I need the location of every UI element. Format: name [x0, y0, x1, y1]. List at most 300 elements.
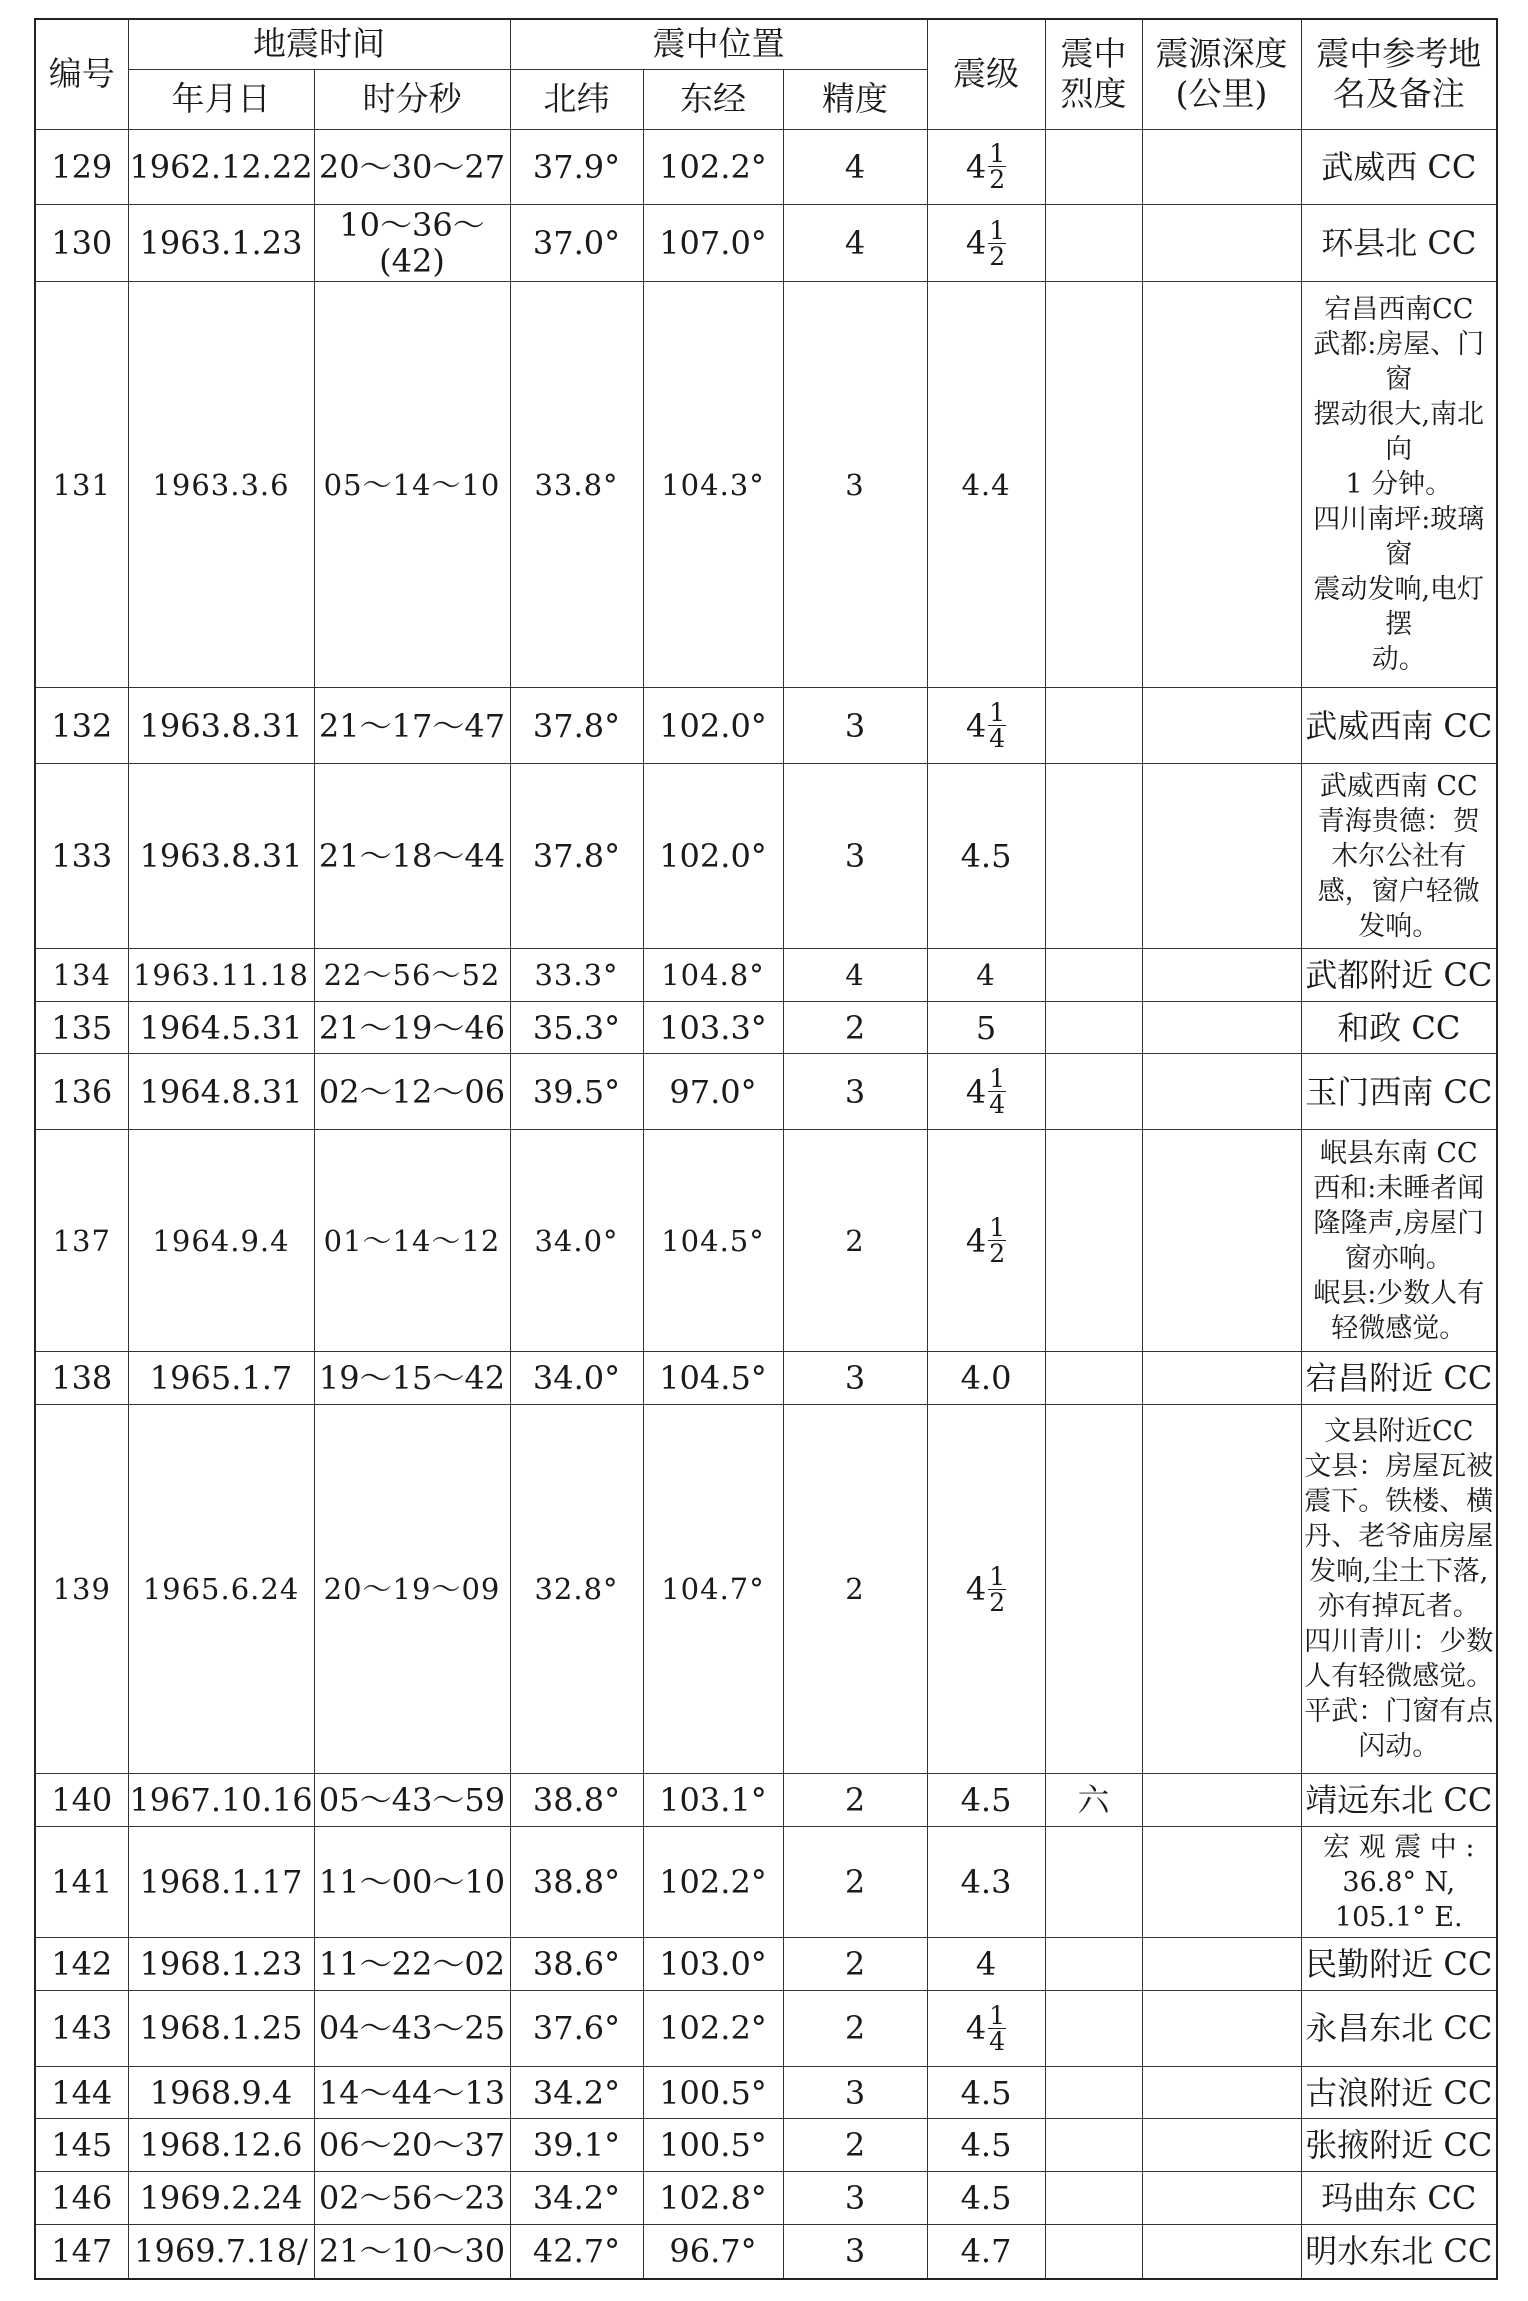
cell-depth	[1142, 2224, 1301, 2279]
cell-notes	[1301, 205, 1497, 282]
cell-lat: 37.9°	[510, 129, 643, 205]
cell-magnitude: 4.4	[927, 282, 1045, 688]
note-line: 武都:房屋、门窗	[1313, 329, 1485, 396]
note-line: 武威西南 CC	[1305, 706, 1493, 745]
fraction	[988, 1213, 1006, 1269]
cell-precision: 3	[783, 282, 927, 688]
cell-lat: 37.0°	[510, 205, 643, 282]
cell-magnitude	[927, 1991, 1045, 2067]
note-line: 105.1° E.	[1334, 1901, 1463, 1933]
cell-precision: 3	[783, 2224, 927, 2279]
cell-notes	[1301, 1054, 1497, 1130]
cell-lat: 33.3°	[510, 949, 643, 1002]
cell-lat: 34.0°	[510, 1352, 643, 1405]
cell-date: 1963.1.23	[128, 205, 314, 282]
cell-depth	[1142, 949, 1301, 1002]
cell-intensity	[1045, 1826, 1142, 1938]
cell-lon: 97.0°	[643, 1054, 783, 1130]
note-line: 玉门西南 CC	[1305, 1072, 1493, 1111]
cell-precision: 2	[783, 1130, 927, 1352]
cell-intensity	[1045, 764, 1142, 949]
cell-lon: 104.5°	[643, 1130, 783, 1352]
note-line: 震动发响,电灯摆	[1313, 574, 1485, 641]
cell-no: 141	[35, 1826, 128, 1938]
cell-lon: 102.2°	[643, 1826, 783, 1938]
cell-intensity: 六	[1045, 1774, 1142, 1827]
note-line: 永昌东北 CC	[1305, 2009, 1493, 2048]
table-body	[35, 129, 1497, 2279]
cell-date: 1968.9.4	[128, 2066, 314, 2119]
table-header	[35, 19, 1497, 129]
cell-hms: 21～19～46	[314, 1001, 510, 1054]
note-line: 宏 观 震 中 :	[1323, 1831, 1475, 1863]
fraction-denominator: 4	[989, 1090, 1006, 1120]
cell-intensity	[1045, 129, 1142, 205]
cell-date: 1969.2.24	[128, 2172, 314, 2225]
magnitude-fraction	[965, 1064, 1006, 1120]
table-row	[35, 1938, 1497, 1991]
cell-precision: 2	[783, 2119, 927, 2172]
fraction-denominator: 2	[989, 165, 1006, 195]
cell-lon: 103.0°	[643, 1938, 783, 1991]
cell-no: 138	[35, 1352, 128, 1405]
cell-notes	[1301, 949, 1497, 1002]
cell-lon: 104.7°	[643, 1404, 783, 1773]
cell-hms: 06～20～37	[314, 2119, 510, 2172]
cell-no: 147	[35, 2224, 128, 2279]
cell-intensity	[1045, 1404, 1142, 1773]
header-lon: 东经	[643, 69, 783, 129]
cell-magnitude: 4.0	[927, 1352, 1045, 1405]
cell-no: 130	[35, 205, 128, 282]
cell-hms: 20～19～09	[314, 1404, 510, 1773]
note-line: 宕昌西南CC	[1324, 294, 1474, 326]
cell-precision: 2	[783, 1001, 927, 1054]
cell-lon: 102.8°	[643, 2172, 783, 2225]
cell-magnitude: 4.5	[927, 2066, 1045, 2119]
cell-intensity	[1045, 1001, 1142, 1054]
cell-intensity	[1045, 1130, 1142, 1352]
header-intensity: 震中烈度	[1045, 19, 1142, 129]
cell-lat: 37.6°	[510, 1991, 643, 2067]
cell-no: 139	[35, 1404, 128, 1773]
cell-lat: 38.8°	[510, 1826, 643, 1938]
table-row	[35, 282, 1497, 688]
cell-no: 145	[35, 2119, 128, 2172]
fraction	[988, 139, 1006, 195]
cell-depth	[1142, 205, 1301, 282]
cell-intensity	[1045, 205, 1142, 282]
note-line: 摆动很大,南北向	[1313, 399, 1485, 466]
header-magnitude: 震级	[927, 19, 1045, 129]
cell-date: 1964.8.31	[128, 1054, 314, 1130]
cell-depth	[1142, 1054, 1301, 1130]
fraction	[988, 1561, 1006, 1617]
note-line: 张掖附近 CC	[1305, 2126, 1493, 2165]
cell-date: 1969.7.18/	[128, 2224, 314, 2279]
fraction-numerator: 1	[989, 215, 1006, 245]
fraction	[988, 698, 1006, 754]
note-line: 人有轻微感觉。	[1304, 1661, 1494, 1693]
cell-no: 140	[35, 1774, 128, 1827]
cell-precision: 2	[783, 1826, 927, 1938]
cell-depth	[1142, 1404, 1301, 1773]
cell-depth	[1142, 1001, 1301, 1054]
cell-magnitude: 4.3	[927, 1826, 1045, 1938]
cell-date: 1964.9.4	[128, 1130, 314, 1352]
cell-lat: 33.8°	[510, 282, 643, 688]
cell-hms: 20～30～27	[314, 129, 510, 205]
cell-intensity	[1045, 688, 1142, 764]
cell-no: 137	[35, 1130, 128, 1352]
note-line: 和政 CC	[1337, 1008, 1461, 1047]
cell-no: 134	[35, 949, 128, 1002]
cell-intensity	[1045, 2119, 1142, 2172]
note-line: 文县附近CC	[1324, 1416, 1474, 1448]
table-row	[35, 129, 1497, 205]
note-line: 武威西 CC	[1321, 147, 1477, 186]
magnitude-whole: 4	[965, 1570, 987, 1609]
note-line: 四川青川：少数	[1304, 1626, 1494, 1658]
table-row	[35, 205, 1497, 282]
cell-no: 142	[35, 1938, 128, 1991]
cell-hms: 21～10～30	[314, 2224, 510, 2279]
note-line: 古浪附近 CC	[1305, 2073, 1493, 2112]
cell-hms: 21～17～47	[314, 688, 510, 764]
cell-lat: 39.1°	[510, 2119, 643, 2172]
header-time-group: 地震时间	[128, 19, 510, 69]
cell-depth	[1142, 129, 1301, 205]
header-depth: 震源深度(公里)	[1142, 19, 1301, 129]
cell-precision: 2	[783, 1938, 927, 1991]
cell-date: 1967.10.16	[128, 1774, 314, 1827]
table-row	[35, 1826, 1497, 1938]
cell-hms: 19～15～42	[314, 1352, 510, 1405]
cell-precision: 3	[783, 2066, 927, 2119]
note-line: 发响。	[1358, 910, 1440, 942]
cell-hms: 10～36～(42)	[314, 205, 510, 282]
cell-depth	[1142, 1938, 1301, 1991]
note-line: 隆隆声,房屋门	[1313, 1207, 1485, 1239]
cell-notes	[1301, 1826, 1497, 1938]
cell-lon: 102.2°	[643, 1991, 783, 2067]
note-line: 青海贵德：贺	[1317, 805, 1480, 837]
header-hms: 时分秒	[314, 69, 510, 129]
cell-depth	[1142, 1774, 1301, 1827]
cell-lon: 104.3°	[643, 282, 783, 688]
fraction-numerator: 1	[989, 2000, 1006, 2030]
header-notes: 震中参考地名及备注	[1301, 19, 1497, 129]
table-row	[35, 2119, 1497, 2172]
cell-date: 1968.12.6	[128, 2119, 314, 2172]
cell-date: 1965.1.7	[128, 1352, 314, 1405]
table-row	[35, 1991, 1497, 2067]
cell-lat: 34.2°	[510, 2066, 643, 2119]
magnitude-fraction	[965, 1561, 1006, 1617]
note-line: 动。	[1371, 644, 1426, 676]
cell-depth	[1142, 1826, 1301, 1938]
cell-magnitude: 4.5	[927, 764, 1045, 949]
cell-no: 131	[35, 282, 128, 688]
cell-notes	[1301, 1404, 1497, 1773]
cell-notes	[1301, 764, 1497, 949]
cell-precision: 2	[783, 1774, 927, 1827]
cell-date: 1963.3.6	[128, 282, 314, 688]
cell-hms: 14～44～13	[314, 2066, 510, 2119]
cell-lon: 104.5°	[643, 1352, 783, 1405]
note-line: 平武：门窗有点	[1304, 1696, 1494, 1728]
cell-lat: 37.8°	[510, 764, 643, 949]
cell-lat: 38.8°	[510, 1774, 643, 1827]
fraction-denominator: 2	[989, 241, 1006, 271]
cell-notes	[1301, 2119, 1497, 2172]
fraction-denominator: 2	[989, 1239, 1006, 1269]
table-row	[35, 1130, 1497, 1352]
magnitude-fraction	[965, 698, 1006, 754]
magnitude-whole: 4	[965, 706, 987, 745]
cell-lon: 102.2°	[643, 129, 783, 205]
earthquake-catalog-table	[34, 18, 1498, 2280]
table-row	[35, 764, 1497, 949]
cell-precision: 3	[783, 764, 927, 949]
table-row	[35, 1054, 1497, 1130]
cell-date: 1968.1.17	[128, 1826, 314, 1938]
note-line: 玛曲东 CC	[1321, 2178, 1477, 2217]
cell-intensity	[1045, 2066, 1142, 2119]
cell-lon: 102.0°	[643, 764, 783, 949]
table-row	[35, 949, 1497, 1002]
cell-no: 146	[35, 2172, 128, 2225]
cell-notes	[1301, 2224, 1497, 2279]
note-line: 发响,尘土下落,	[1309, 1556, 1489, 1588]
cell-hms: 11～00～10	[314, 1826, 510, 1938]
fraction-denominator: 4	[989, 2026, 1006, 2056]
header-no: 编号	[35, 19, 128, 129]
fraction-numerator: 1	[989, 1213, 1006, 1243]
cell-no: 133	[35, 764, 128, 949]
cell-depth	[1142, 282, 1301, 688]
cell-precision: 3	[783, 688, 927, 764]
cell-precision: 4	[783, 129, 927, 205]
note-line: 岷县东南 CC	[1319, 1137, 1478, 1169]
cell-depth	[1142, 2172, 1301, 2225]
fraction-numerator: 1	[989, 1561, 1006, 1591]
cell-notes	[1301, 688, 1497, 764]
cell-precision: 4	[783, 205, 927, 282]
cell-intensity	[1045, 2224, 1142, 2279]
table-row	[35, 2224, 1497, 2279]
note-line: 震下。铁楼、横	[1304, 1486, 1494, 1518]
note-line: 宕昌附近 CC	[1305, 1359, 1493, 1398]
cell-lat: 35.3°	[510, 1001, 643, 1054]
cell-lat: 39.5°	[510, 1054, 643, 1130]
note-line: 感，窗户轻微	[1317, 875, 1480, 907]
cell-magnitude: 4.7	[927, 2224, 1045, 2279]
note-line: 亦有掉瓦者。	[1317, 1591, 1480, 1623]
magnitude-whole: 4	[965, 1072, 987, 1111]
header-precision: 精度	[783, 69, 927, 129]
cell-hms: 21～18～44	[314, 764, 510, 949]
cell-no: 143	[35, 1991, 128, 2067]
fraction	[988, 2000, 1006, 2056]
cell-intensity	[1045, 1352, 1142, 1405]
cell-date: 1962.12.22	[128, 129, 314, 205]
cell-intensity	[1045, 1938, 1142, 1991]
magnitude-whole: 4	[965, 224, 987, 263]
cell-date: 1963.11.18	[128, 949, 314, 1002]
cell-intensity	[1045, 1991, 1142, 2067]
table-row	[35, 1774, 1497, 1827]
cell-hms: 05～43～59	[314, 1774, 510, 1827]
cell-notes	[1301, 1001, 1497, 1054]
cell-magnitude: 4.5	[927, 1774, 1045, 1827]
cell-hms: 05～14～10	[314, 282, 510, 688]
cell-lat: 37.8°	[510, 688, 643, 764]
cell-hms: 02～56～23	[314, 2172, 510, 2225]
cell-lon: 102.0°	[643, 688, 783, 764]
note-line: 文县：房屋瓦被	[1304, 1451, 1494, 1483]
cell-magnitude: 4.5	[927, 2172, 1045, 2225]
note-line: 武都附近 CC	[1305, 956, 1493, 995]
cell-hms: 02～12～06	[314, 1054, 510, 1130]
cell-lon: 103.1°	[643, 1774, 783, 1827]
cell-notes	[1301, 1991, 1497, 2067]
cell-magnitude: 5	[927, 1001, 1045, 1054]
header-date: 年月日	[128, 69, 314, 129]
cell-lon: 100.5°	[643, 2066, 783, 2119]
header-location-group: 震中位置	[510, 19, 927, 69]
cell-depth	[1142, 1130, 1301, 1352]
cell-date: 1963.8.31	[128, 764, 314, 949]
magnitude-fraction	[965, 215, 1006, 271]
note-line: 西和:未睡者闻	[1313, 1172, 1485, 1204]
note-line: 岷县:少数人有	[1313, 1277, 1485, 1309]
note-line: 轻微感觉。	[1331, 1312, 1467, 1344]
cell-magnitude	[927, 688, 1045, 764]
cell-lat: 34.2°	[510, 2172, 643, 2225]
cell-precision: 4	[783, 949, 927, 1002]
cell-precision: 2	[783, 1991, 927, 2067]
note-line: 武威西南 CC	[1319, 770, 1478, 802]
table-row	[35, 1001, 1497, 1054]
magnitude-fraction	[965, 2000, 1006, 2056]
table-row	[35, 1404, 1497, 1773]
cell-notes	[1301, 1938, 1497, 1991]
table-row	[35, 2172, 1497, 2225]
cell-notes	[1301, 1352, 1497, 1405]
cell-depth	[1142, 2119, 1301, 2172]
note-line: 靖远东北 CC	[1305, 1781, 1493, 1820]
cell-lat: 38.6°	[510, 1938, 643, 1991]
fraction-numerator: 1	[989, 1064, 1006, 1094]
cell-hms: 04～43～25	[314, 1991, 510, 2067]
cell-date: 1965.6.24	[128, 1404, 314, 1773]
note-line: 木尔公社有	[1331, 840, 1467, 872]
note-line: 环县北 CC	[1321, 224, 1477, 263]
cell-notes	[1301, 282, 1497, 688]
cell-date: 1963.8.31	[128, 688, 314, 764]
cell-precision: 2	[783, 1404, 927, 1773]
cell-lon: 104.8°	[643, 949, 783, 1002]
note-line: 窗亦响。	[1344, 1242, 1453, 1274]
fraction-denominator: 4	[989, 724, 1006, 754]
cell-precision: 3	[783, 1054, 927, 1130]
cell-depth	[1142, 2066, 1301, 2119]
cell-no: 132	[35, 688, 128, 764]
cell-intensity	[1045, 949, 1142, 1002]
cell-lon: 103.3°	[643, 1001, 783, 1054]
cell-lat: 42.7°	[510, 2224, 643, 2279]
cell-date: 1968.1.23	[128, 1938, 314, 1991]
fraction-denominator: 2	[989, 1587, 1006, 1617]
cell-precision: 3	[783, 2172, 927, 2225]
cell-magnitude: 4	[927, 1938, 1045, 1991]
table-row	[35, 1352, 1497, 1405]
note-line: 民勤附近 CC	[1305, 1945, 1493, 1984]
cell-hms: 01～14～12	[314, 1130, 510, 1352]
note-line: 明水东北 CC	[1305, 2232, 1493, 2271]
cell-date: 1964.5.31	[128, 1001, 314, 1054]
cell-intensity	[1045, 2172, 1142, 2225]
cell-magnitude: 4.5	[927, 2119, 1045, 2172]
fraction	[988, 215, 1006, 271]
cell-depth	[1142, 688, 1301, 764]
cell-precision: 3	[783, 1352, 927, 1405]
cell-depth	[1142, 1352, 1301, 1405]
note-line: 闪动。	[1358, 1731, 1440, 1763]
cell-no: 135	[35, 1001, 128, 1054]
cell-lat: 34.0°	[510, 1130, 643, 1352]
cell-no: 144	[35, 2066, 128, 2119]
cell-magnitude	[927, 129, 1045, 205]
cell-notes	[1301, 1774, 1497, 1827]
magnitude-fraction	[965, 1213, 1006, 1269]
cell-hms: 11～22～02	[314, 1938, 510, 1991]
cell-magnitude	[927, 1130, 1045, 1352]
fraction-numerator: 1	[989, 139, 1006, 169]
note-line: 四川南坪:玻璃窗	[1313, 504, 1485, 571]
cell-magnitude	[927, 205, 1045, 282]
cell-lon: 107.0°	[643, 205, 783, 282]
cell-notes	[1301, 2066, 1497, 2119]
cell-notes	[1301, 129, 1497, 205]
cell-lat: 32.8°	[510, 1404, 643, 1773]
note-line: 丹、老爷庙房屋	[1304, 1521, 1494, 1553]
cell-magnitude	[927, 1054, 1045, 1130]
cell-magnitude	[927, 1404, 1045, 1773]
cell-intensity	[1045, 1054, 1142, 1130]
cell-intensity	[1045, 282, 1142, 688]
cell-notes	[1301, 2172, 1497, 2225]
cell-depth	[1142, 1991, 1301, 2067]
cell-hms: 22～56～52	[314, 949, 510, 1002]
note-line: 1 分钟。	[1345, 469, 1453, 501]
magnitude-whole: 4	[965, 147, 987, 186]
magnitude-whole: 4	[965, 1221, 987, 1260]
cell-date: 1968.1.25	[128, 1991, 314, 2067]
note-line: 36.8° N,	[1342, 1866, 1456, 1898]
header-lat: 北纬	[510, 69, 643, 129]
cell-no: 129	[35, 129, 128, 205]
table-row	[35, 688, 1497, 764]
fraction-numerator: 1	[989, 698, 1006, 728]
cell-no: 136	[35, 1054, 128, 1130]
magnitude-whole: 4	[965, 2009, 987, 2048]
fraction	[988, 1064, 1006, 1120]
cell-notes	[1301, 1130, 1497, 1352]
magnitude-fraction	[965, 139, 1006, 195]
cell-magnitude: 4	[927, 949, 1045, 1002]
